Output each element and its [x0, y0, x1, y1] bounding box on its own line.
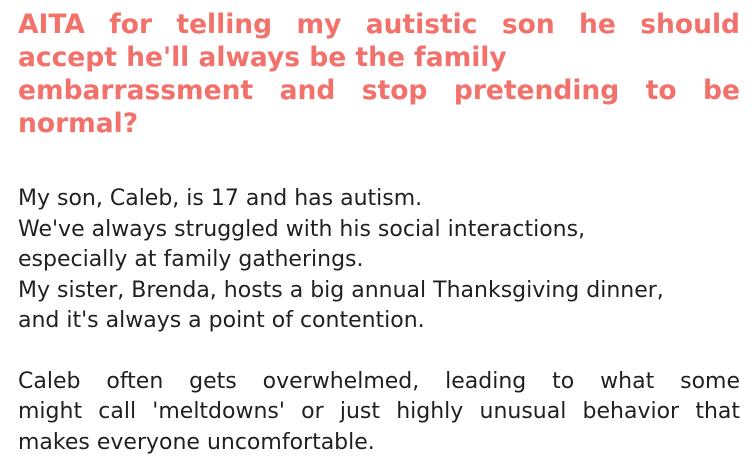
post-paragraph-line: might call 'meltdowns' or just highly unusual behavior that — [18, 399, 740, 424]
page-title-line: AITA for telling my autistic son he should — [18, 9, 740, 40]
post-paragraph — [18, 367, 740, 459]
page-title-line: accept he'll always be the family — [18, 42, 507, 73]
post-paragraph-line: My sister, Brenda, hosts a big annual Thanksgiving dinner, — [18, 277, 664, 303]
post-paragraph-line: makes everyone uncomfortable. — [18, 429, 375, 455]
post-body — [18, 184, 740, 458]
post-paragraph-line: Caleb often gets overwhelmed, leading to what some — [18, 368, 740, 394]
post-paragraph — [18, 184, 740, 337]
page-title-line: embarrassment and stop pretending to be — [18, 75, 740, 106]
page-title — [18, 8, 740, 140]
post-paragraph-line: My son, Caleb, is 17 and has autism. — [18, 186, 423, 211]
page-title-line: normal? — [18, 108, 139, 139]
post-paragraph-line: We've always struggled with his social interactions, — [18, 216, 586, 242]
post-paragraph-line: and it's always a point of contention. — [18, 308, 425, 333]
post-paragraph-line: especially at family gatherings. — [18, 247, 364, 272]
